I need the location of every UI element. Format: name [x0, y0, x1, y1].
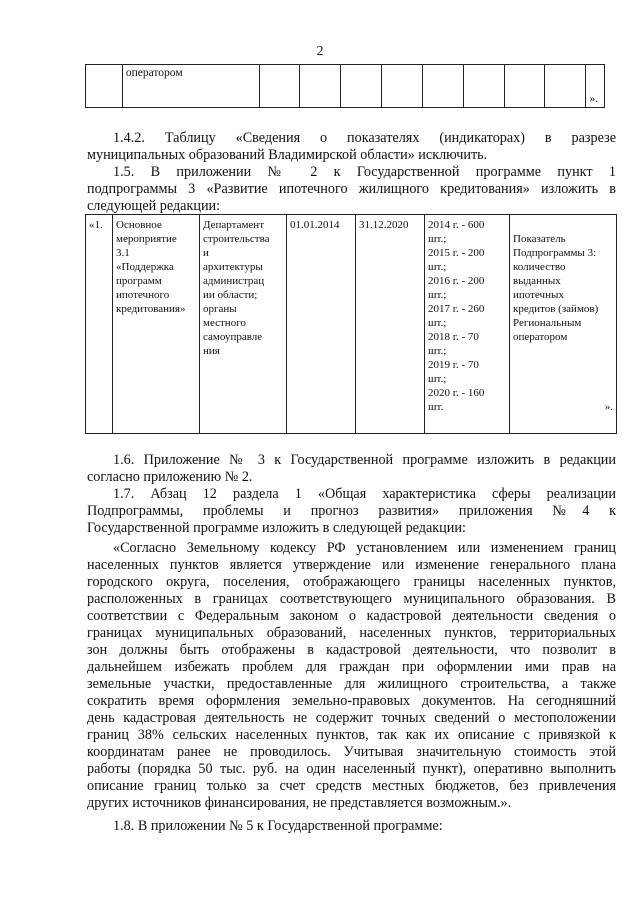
text-line: подпрограммы 3 «Развитие ипотечного жилищного кредитования» изложить в [87, 181, 616, 197]
text-line: городского округа, поселения, отображающего границы населенных пунктов, [87, 574, 616, 590]
table-cell [300, 65, 341, 108]
text-line: дальнейшем избежать проблем для граждан при оформлении ими прав на [87, 659, 616, 675]
indicator-text: Показатель Подпрограммы 3: количество выданных ипотечных кредитов (займов) Региональным оператором [513, 233, 599, 343]
table-cell [463, 65, 504, 108]
table-cell: оператором [122, 65, 259, 108]
text-line: согласно приложению № 2. [87, 469, 253, 485]
paragraph-1-8 [87, 818, 616, 835]
program-table [85, 214, 617, 434]
text-line: 1.4.2. Таблицу «Сведения о показателях (индикаторах) в разрезе [113, 130, 616, 146]
paragraph-1-4-2 [87, 130, 616, 164]
table-cell-closing: ». [586, 65, 605, 108]
table-cell [545, 65, 586, 108]
table-cell [382, 65, 423, 108]
text-line: 1.6. Приложение № 3 к Государственной программе изложить в редакции [113, 452, 616, 468]
table-cell-end-date: 31.12.2020 [356, 215, 425, 434]
text-line: координатам ранее не проводилось. Учитывая значительную стоимость этой [87, 744, 616, 760]
text-line: 1.7. Абзац 12 раздела 1 «Общая характеристика сферы реализации [113, 486, 616, 502]
text-line: населенных пунктов является утверждение или изменение генерального плана [87, 557, 616, 573]
text-line: муниципальных образований Владимирской области» исключить. [87, 147, 488, 163]
text-line: 1.8. В приложении № 5 к Государственной программе: [113, 818, 443, 834]
table-cell [259, 65, 300, 108]
table-row [86, 215, 617, 434]
page-number: 2 [316, 44, 324, 59]
text-line: земельные участки, предоставленные для жилищного строительства, а также [87, 676, 616, 692]
table-row [86, 65, 605, 108]
text-line: Подпрограммы, проблемы и прогноз развития» приложения №4 к [87, 503, 616, 519]
table-cell [504, 65, 545, 108]
text-line: соответствии с Федеральным законом о кадастровой деятельности сведения о [87, 608, 616, 624]
indicator-closing: ». [604, 401, 613, 413]
paragraph-1-5 [87, 164, 616, 215]
table-cell-executor: Департамент строительства и архитектуры администрац ии области; органы местного самоуправле ния [200, 215, 287, 434]
table-cell [86, 65, 123, 108]
paragraph-1-6 [87, 452, 616, 486]
continued-table [85, 64, 605, 108]
text-line: 1.5. В приложении № 2 к Государственной программе пункт 1 [113, 164, 616, 180]
text-line: границ 38% сельских населенных пунктов, так как их описание с привязкой к [87, 727, 616, 743]
text-line: границах муниципальных образований, населенных пунктов, территориальных [87, 625, 616, 641]
text-line: Государственной программе изложить в следующей редакции: [87, 520, 466, 536]
table-cell-indicator [510, 215, 617, 434]
text-line: зон должны быть отображены в кадастровой деятельности, что позволит в [87, 642, 616, 658]
table-cell [422, 65, 463, 108]
text-line: сократить время оформления земельно-правовых документов. На сегодняшний [87, 693, 616, 709]
paragraph-1-7 [87, 486, 616, 537]
text-line: следующей редакции: [87, 198, 221, 214]
text-line: расположенных в границах соответствующего муниципального образования. В [87, 591, 616, 607]
table-cell-measure: Основное мероприятие 3.1 «Поддержка программ ипотечного кредитования» [113, 215, 200, 434]
text-line: день кадастровая деятельность не содержит точных сведений о местоположении [87, 710, 616, 726]
text-line: других источников финансирования, не представляется возможным.». [87, 795, 512, 811]
text-line: «Согласно Земельному кодексу РФ установлением или изменением границ [113, 540, 616, 556]
text-line: работы (порядка 50 тыс. руб. на один населенный пункт), оперативно выполнить [87, 761, 616, 777]
table-cell [341, 65, 382, 108]
table-cell-targets: 2014 г. - 600 шт.; 2015 г. - 200 шт.; 2016 г. - 200 шт.; 2017 г. - 260 шт.; 2018 г. - 70 шт.; 2019 г. - 70 шт.; 2020 г. - 160 шт. [425, 215, 510, 434]
table-cell-number: «1. [86, 215, 113, 434]
text-line: описание границ только за счет средств местных бюджетов, без привлечения [87, 778, 616, 794]
table-cell-start-date: 01.01.2014 [287, 215, 356, 434]
quoted-paragraph [87, 540, 616, 812]
